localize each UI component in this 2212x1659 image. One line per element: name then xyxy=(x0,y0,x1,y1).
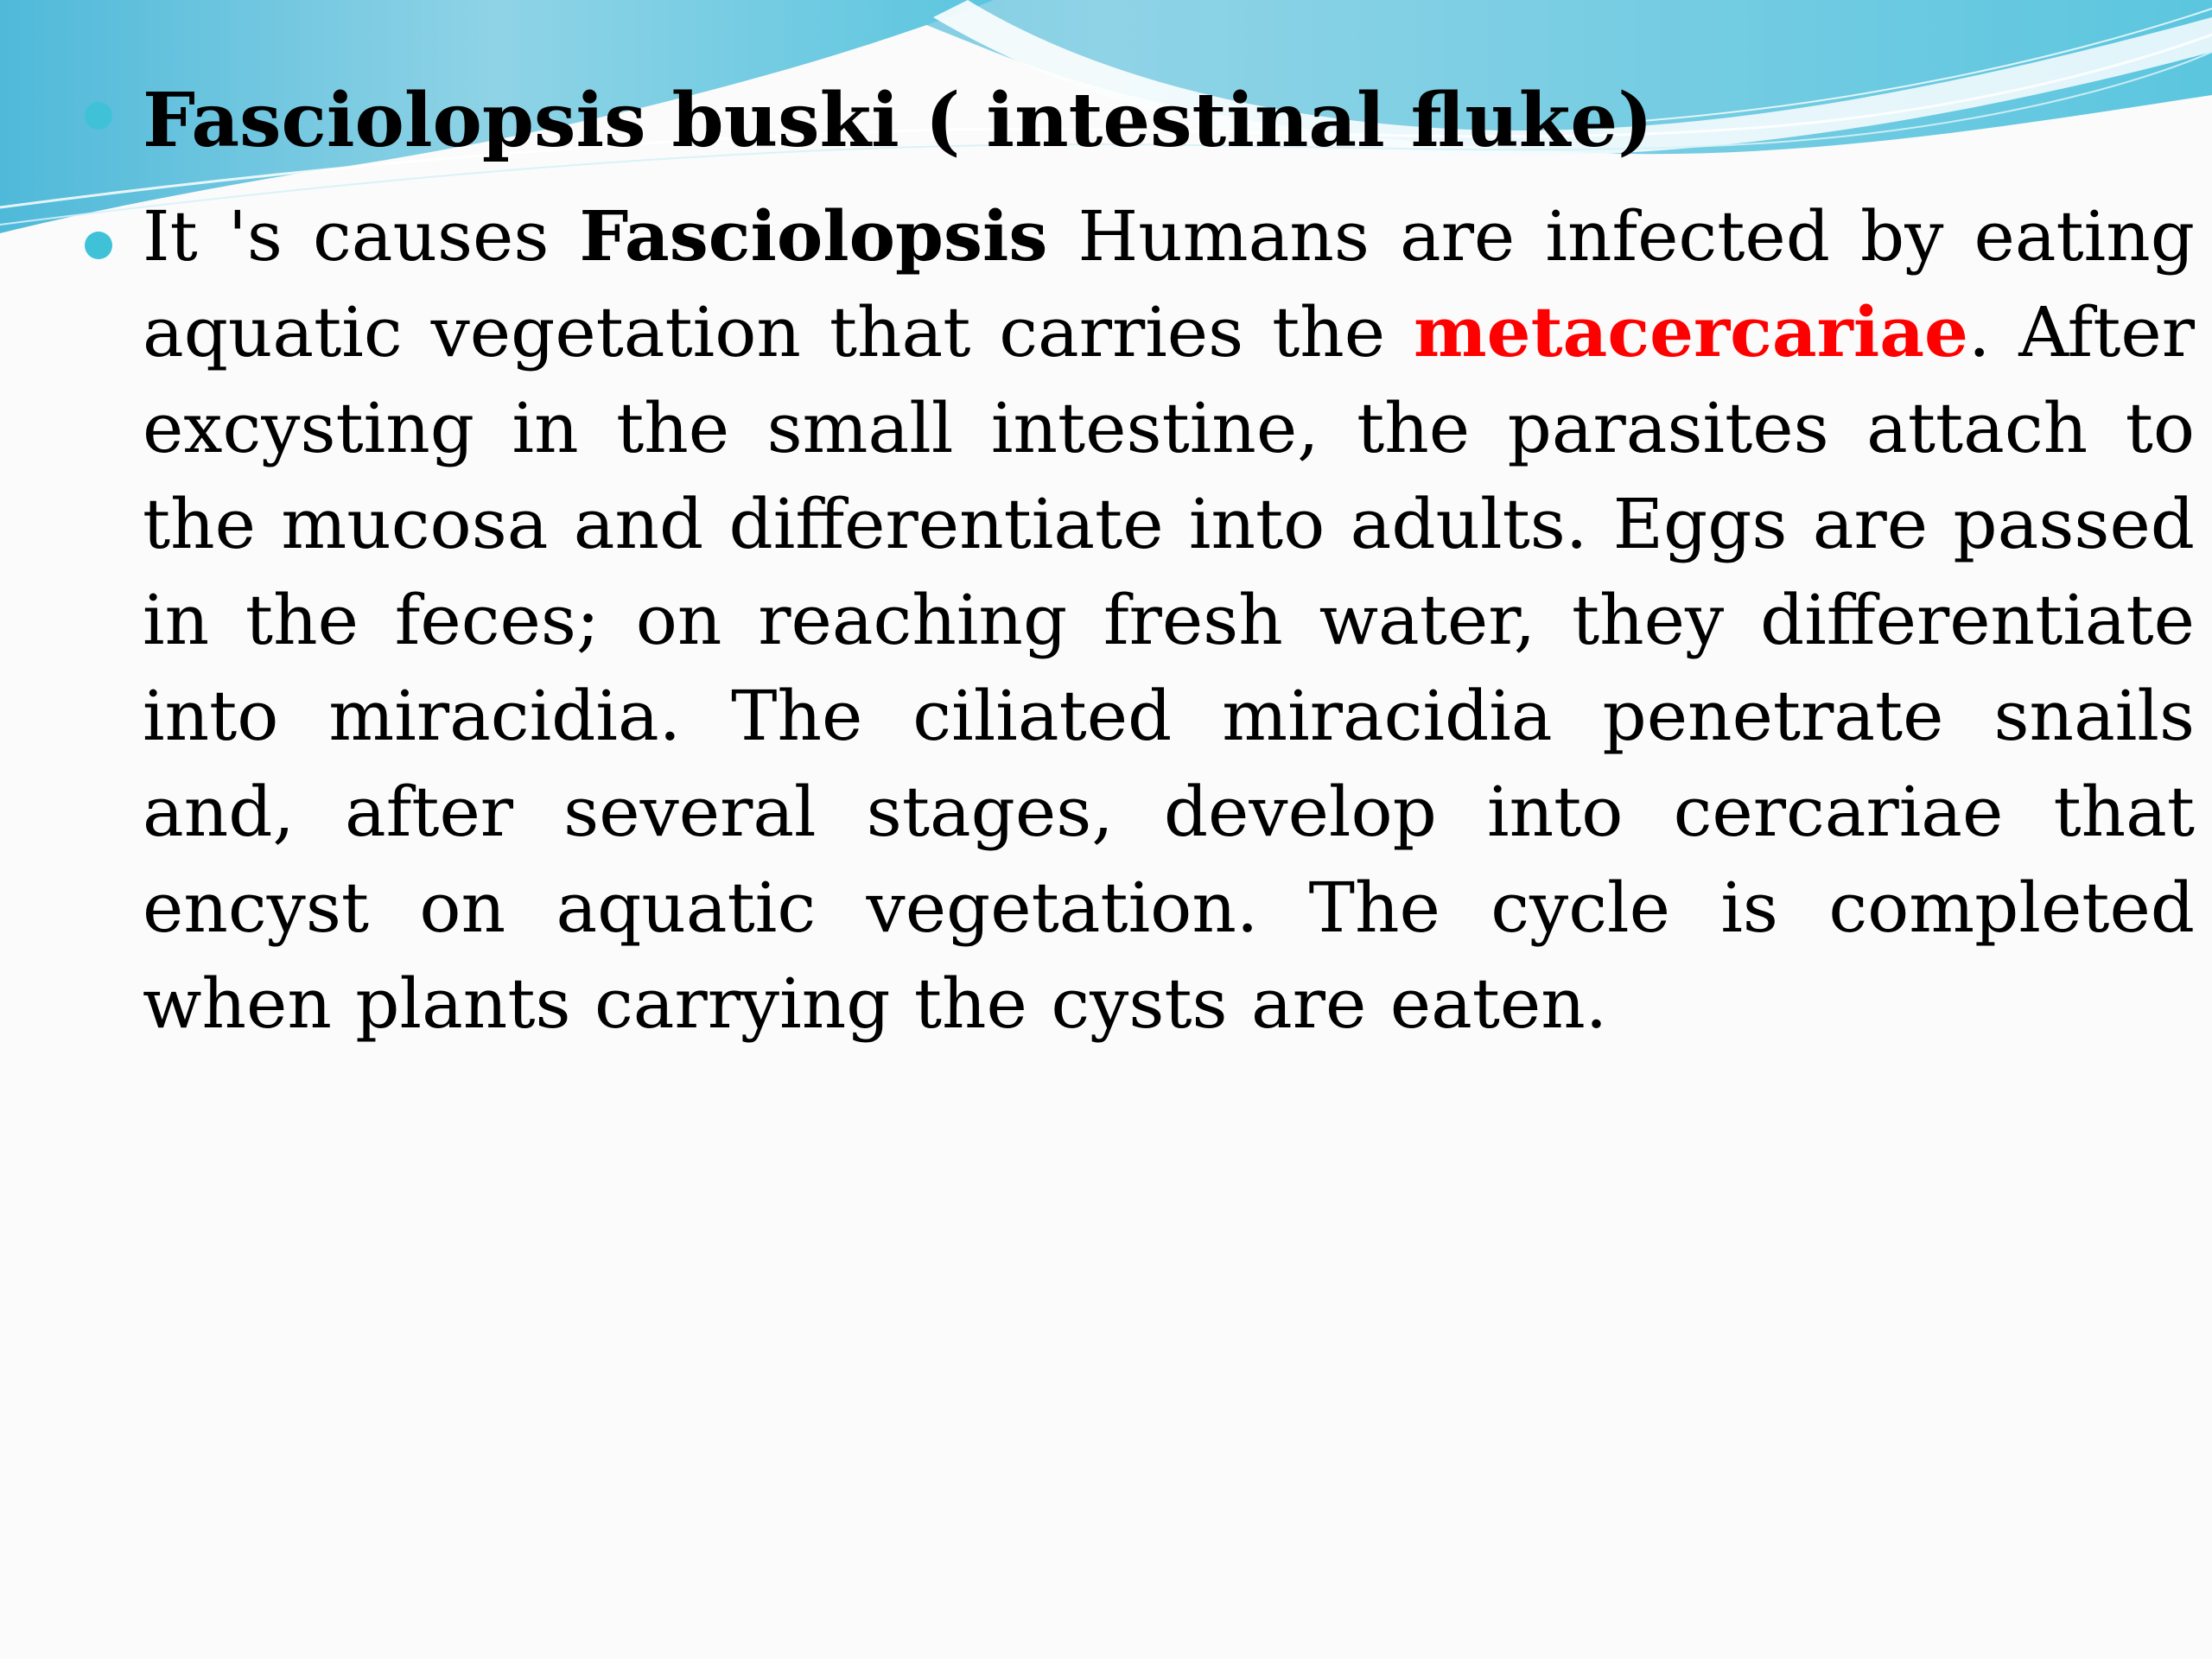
disease-name: Fasciolopsis xyxy=(579,195,1048,276)
bullet-dot-icon xyxy=(85,232,112,259)
slide-title xyxy=(143,69,2195,173)
title-bullet-item xyxy=(78,69,2195,173)
body-text-before-highlight: Humans are infected by eating aquatic vegetation that carries the xyxy=(143,196,2195,372)
highlight-term: metacercariae xyxy=(1414,291,1968,372)
title-species: Fasciolopsis buski xyxy=(143,77,899,164)
slide-content xyxy=(78,69,2195,1052)
title-common-name: ( intestinal fluke) xyxy=(925,77,1653,164)
body-paragraph xyxy=(143,188,2195,1052)
body-intro: It 's causes xyxy=(143,196,550,276)
body-text-after-highlight: . After excysting in the small intestine, the parasites attach to the mucosa and differentiate into adults. Eggs are passed in the feces; on reaching fresh water, they differentiate into miracidia. The ciliated miracidia penetrate snails and, after several stages, develop into cercariae that encyst on aquatic vegetation. The cycle is completed when plants carrying the cysts are eaten. xyxy=(143,292,2195,1044)
bullet-dot-icon xyxy=(85,102,112,130)
body-bullet-item xyxy=(78,188,2195,1052)
